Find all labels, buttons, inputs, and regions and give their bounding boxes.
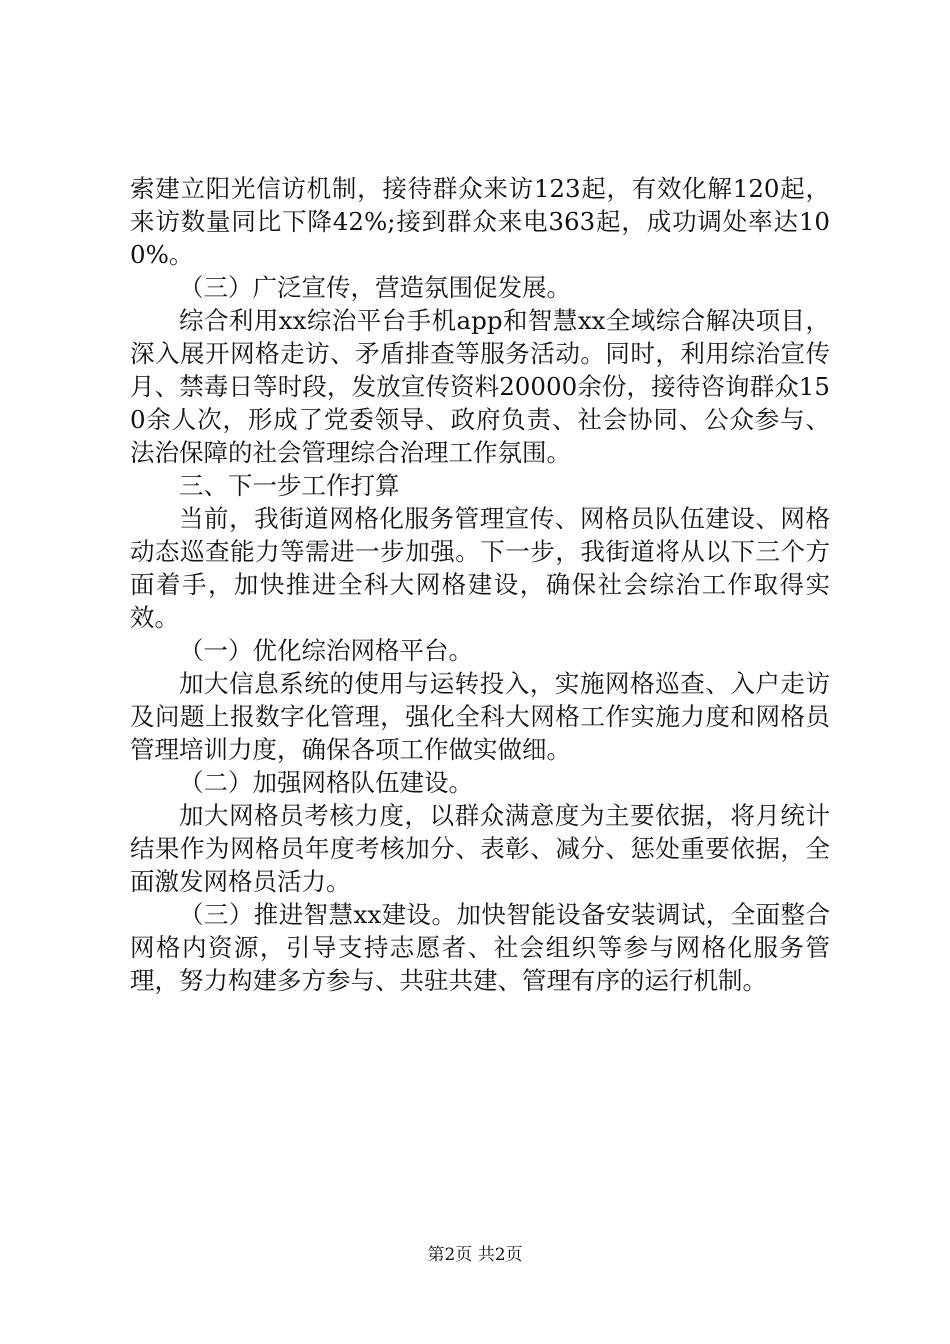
- paragraph-publicity: 综合利用xx综治平台手机app和智慧xx全域综合解决项目，深入展开网格走访、矛盾排查等服务活动。同时，利用综治宣传月、禁毒日等时段，发放宣传资料20000余份，接待咨询群众150余人次，形成了党委领导、政府负责、社会协同、公众参与、法治保障的社会管理综合治理工作氛围。: [130, 306, 830, 467]
- page-number-footer: 第2页 共2页: [427, 1245, 523, 1265]
- paragraph-next-steps: 当前，我街道网格化服务管理宣传、网格员队伍建设、网格动态巡查能力等需进一步加强。下一步，我街道将从以下三个方面着手，加快推进全科大网格建设，确保社会综治工作取得实效。: [130, 504, 830, 632]
- paragraph-optimize-platform: 加大信息系统的使用与运转投入，实施网格巡查、入户走访及问题上报数字化管理，强化全科大网格工作实施力度和网格员管理培训力度，确保各项工作做实做细。: [130, 669, 830, 764]
- paragraph-smart-construction: （三）推进智慧xx建设。加快智能设备安装调试，全面整合网格内资源，引导支持志愿者、社会组织等参与网格化服务管理，努力构建多方参与、共驻共建、管理有序的运行机制。: [130, 900, 830, 995]
- heading-next-steps: 三、下一步工作打算: [179, 471, 400, 500]
- document-body: [130, 172, 830, 997]
- paragraph-petition-stats: 索建立阳光信访机制，接待群众来访123起，有效化解120起，来访数量同比下降42%;接到群众来电363起，成功调处率达100%。: [130, 174, 830, 269]
- paragraph-team-building: 加大网格员考核力度，以群众满意度为主要依据，将月统计结果作为网格员年度考核加分、表彰、减分、惩处重要依据，全面激发网格员活力。: [130, 801, 830, 896]
- heading-team-building: （二）加强网格队伍建设。: [179, 768, 473, 797]
- heading-optimize-platform: （一）优化综治网格平台。: [179, 636, 473, 665]
- heading-publicity: （三）广泛宣传，营造氛围促发展。: [179, 273, 571, 302]
